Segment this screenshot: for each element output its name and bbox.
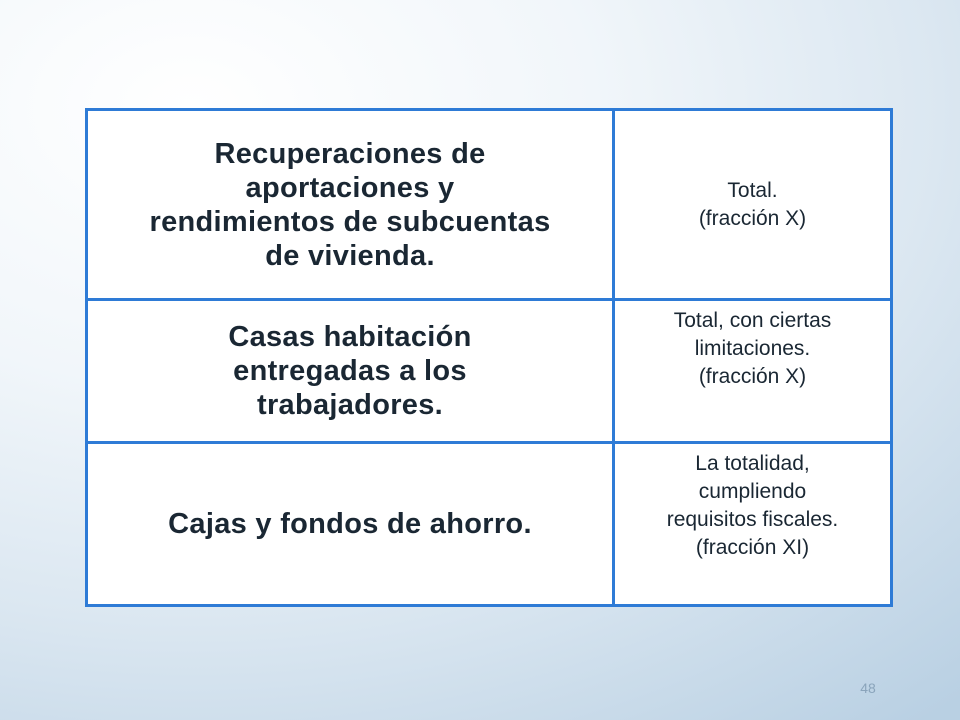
treatment-cell: Total, con ciertas limitaciones. (fracción X) [614,300,892,443]
exemptions-table [85,108,893,607]
treatment-cell: Total. (fracción X) [614,110,892,300]
table-row [87,300,892,443]
concept-cell: Recuperaciones de aportaciones y rendimientos de subcuentas de vivienda. [87,110,614,300]
table-row [87,110,892,300]
concept-cell: Cajas y fondos de ahorro. [87,443,614,606]
table-row [87,443,892,606]
treatment-cell: La totalidad, cumpliendo requisitos fiscales. (fracción XI) [614,443,892,606]
page-number: 48 [860,680,876,696]
concept-cell: Casas habitación entregadas a los trabajadores. [87,300,614,443]
